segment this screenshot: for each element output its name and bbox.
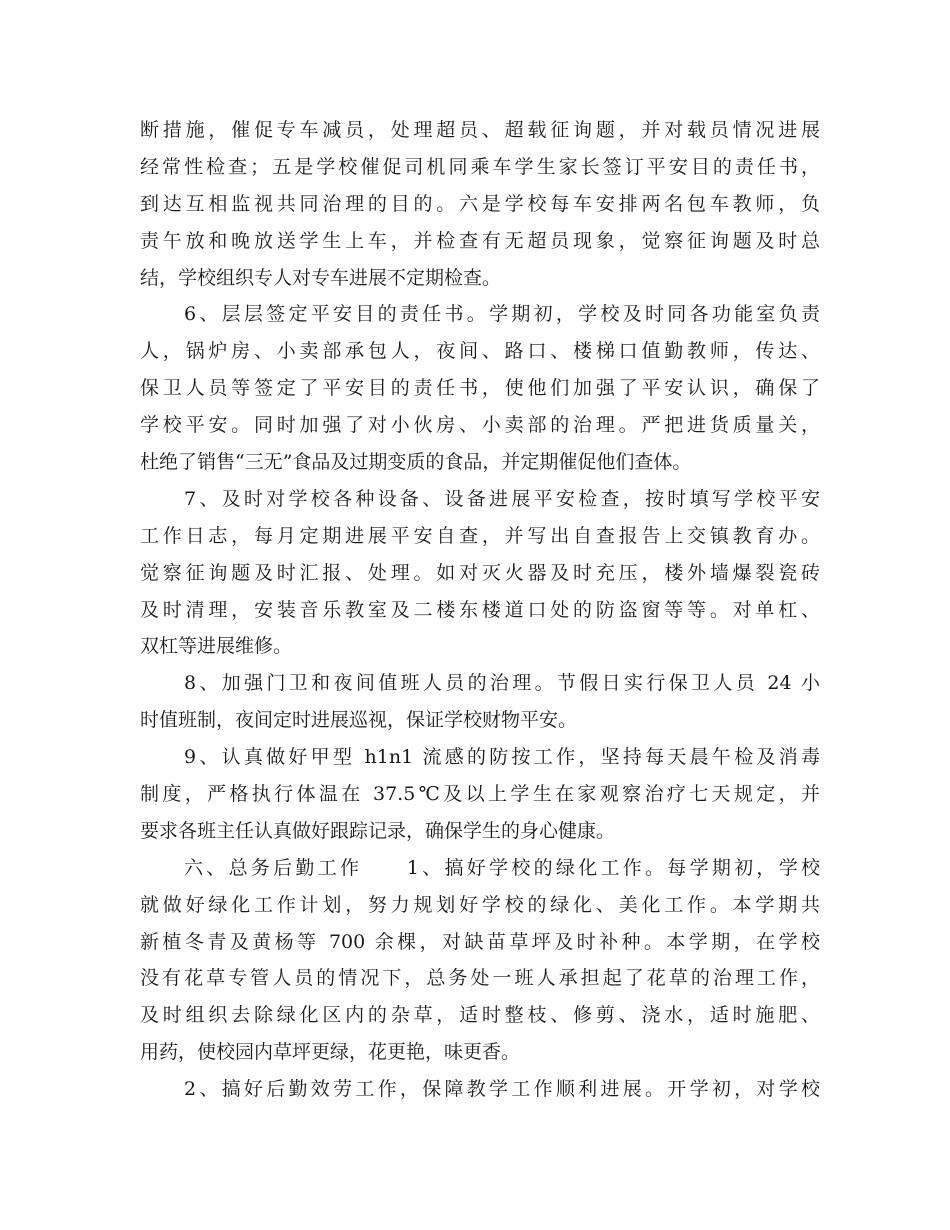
text-line: 保卫人员等签定了平安目的责任书，使他们加强了平安认识，确保了 (140, 377, 820, 400)
text-line: 用药，使校园内草坪更绿，花更艳，味更香。 (140, 1041, 521, 1064)
text-line: 断措施，催促专车减员，处理超员、超载征询题，并对载员情况进展 (140, 119, 820, 141)
text-line: 双杠等进展维修。 (140, 635, 293, 658)
text-line: 责午放和晚放送学生上车，并检查有无超员现象，觉察征询题及时总 (140, 229, 820, 252)
text-line: 及时组织去除绿化区内的杂草，适时整枝、修剪、浇水，适时施肥、 (140, 1004, 820, 1027)
text-line: 学校平安。同时加强了对小伙房、小卖部的治理。严把进货质量关， (140, 414, 820, 437)
text-line: 新植冬青及黄杨等 700 余棵，对缺苗草坪及时补种。本学期，在学校 (140, 930, 820, 953)
text-line: 时值班制，夜间定时进展巡视，保证学校财物平安。 (140, 709, 578, 732)
text-line: 就做好绿化工作计划，努力规划好学校的绿化、美化工作。本学期共 (140, 893, 820, 916)
text-line: 没有花草专管人员的情况下，总务处一班人承担起了花草的治理工作， (140, 967, 820, 990)
text-line: 要求各班主任认真做好跟踪记录，确保学生的身心健康。 (140, 819, 616, 842)
text-line: 杜绝了销售“三无”食品及过期变质的食品，并定期催促他们查体。 (140, 451, 692, 474)
text-line: 人，锅炉房、小卖部承包人，夜间、路口、楼梯口值勤教师，传达、 (140, 340, 820, 363)
text-line: 制度，严格执行体温在 37.5℃及以上学生在家观察治疗七天规定，并 (140, 783, 820, 806)
paragraph-first-line: 7、及时对学校各种设备、设备进展平安检查，按时填写学校平安 (184, 487, 820, 510)
paragraph-first-line: 6、层层签定平安目的责任书。学期初，学校及时同各功能室负责 (184, 303, 820, 326)
text-line: 觉察征询题及时汇报、处理。如对灭火器及时充压，楼外墙爆裂瓷砖 (140, 561, 820, 584)
text-line: 经常性检查；五是学校催促司机同乘车学生家长签订平安目的责任书， (140, 155, 820, 178)
text-line: 到达互相监视共同治理的目的。六是学校每车安排两名包车教师，负 (140, 192, 820, 215)
paragraph-first-line: 2、搞好后勤效劳工作，保障教学工作顺利进展。开学初，对学校 (184, 1078, 820, 1101)
text-line: 及时清理，安装音乐教室及二楼东楼道口处的防盗窗等等。对单杠、 (140, 598, 820, 621)
paragraph-first-line: 六、总务后勤工作 1、搞好学校的绿化工作。每学期初，学校 (184, 856, 820, 879)
paragraph-first-line: 9、认真做好甲型 h1n1 流感的防按工作，坚持每天晨午检及消毒 (184, 746, 820, 769)
text-line: 结，学校组织专人对专车进展不定期检查。 (140, 266, 502, 289)
text-line: 工作日志，每月定期进展平安自查，并写出自查报告上交镇教育办。 (140, 524, 820, 547)
paragraph-first-line: 8、加强门卫和夜间值班人员的治理。节假日实行保卫人员 24 小 (184, 672, 820, 695)
body-text (140, 112, 820, 1108)
